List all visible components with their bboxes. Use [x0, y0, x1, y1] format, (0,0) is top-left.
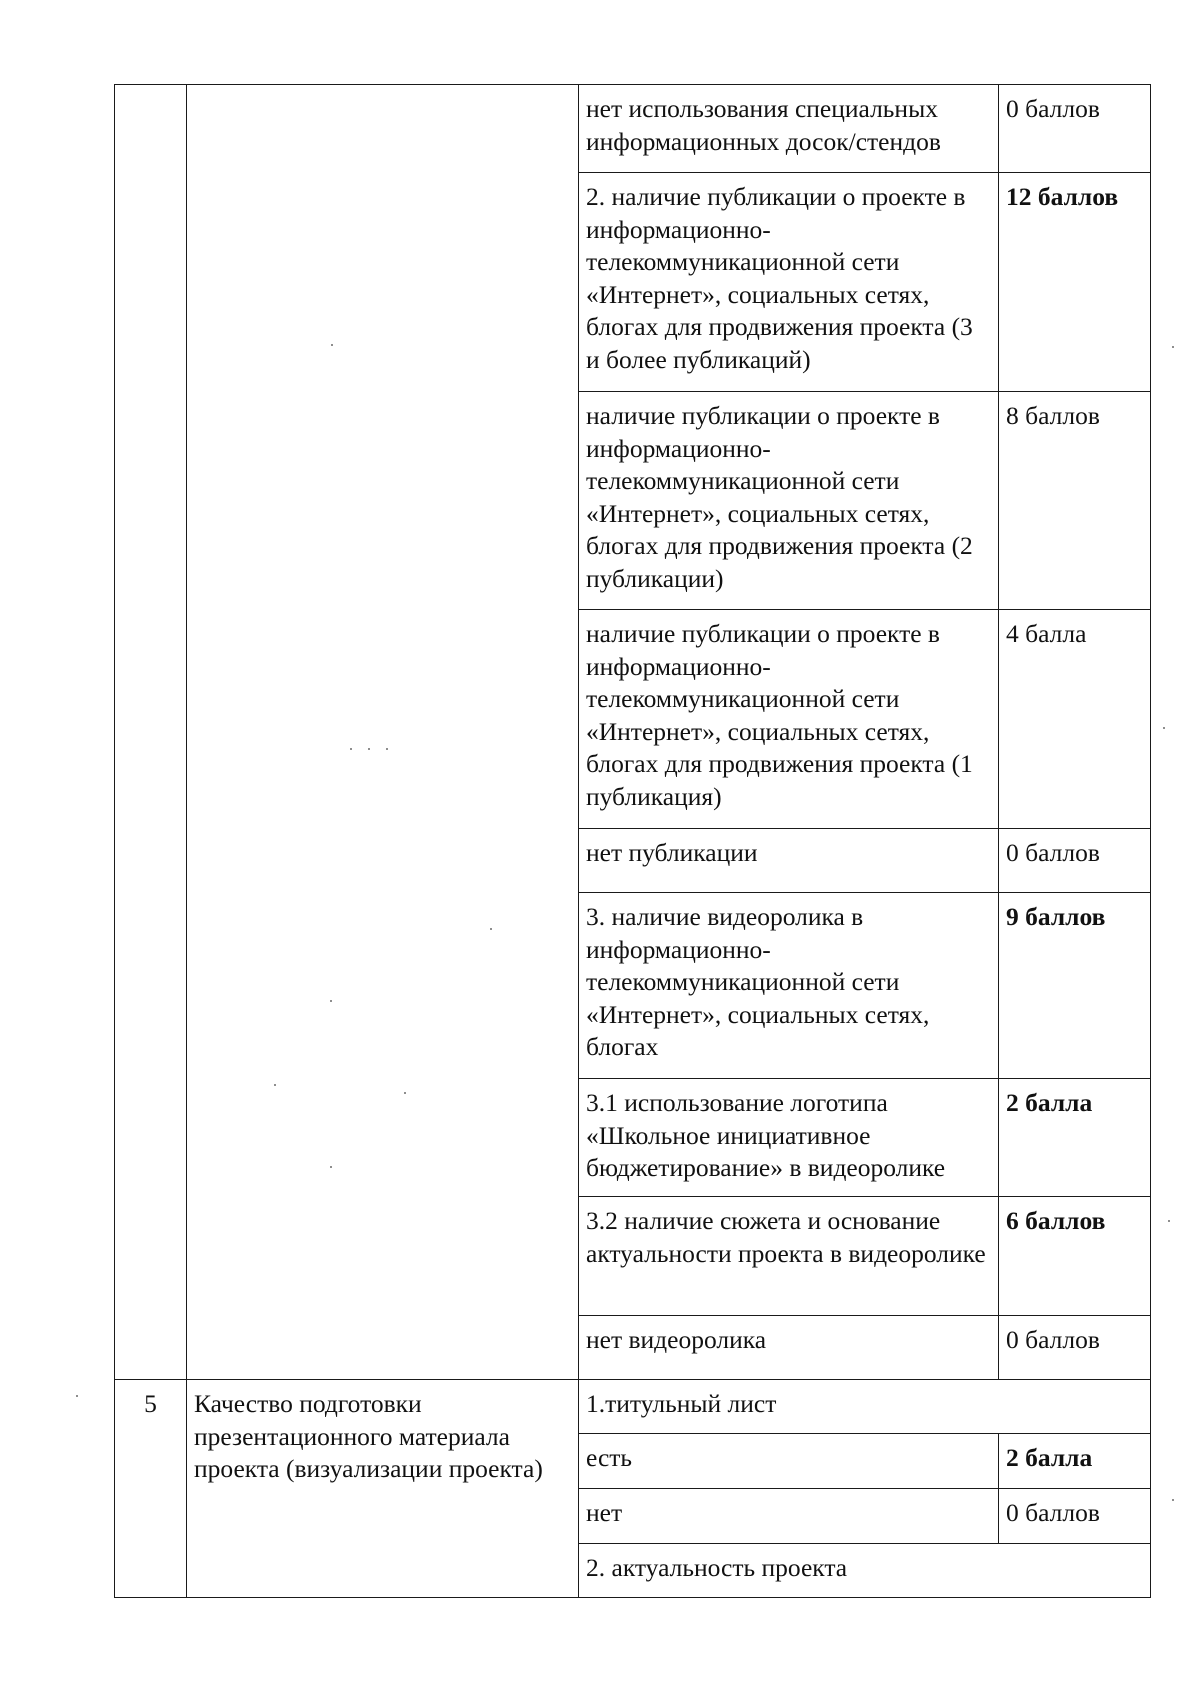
- points-cell: 9 баллов: [999, 893, 1151, 1079]
- scan-speck: [1168, 1220, 1170, 1222]
- scan-speck: [330, 1000, 332, 1002]
- scan-speck: [1163, 727, 1165, 729]
- points-cell: 6 баллов: [999, 1197, 1151, 1316]
- points-cell: 12 баллов: [999, 173, 1151, 392]
- points-cell: 0 баллов: [999, 1316, 1151, 1380]
- criterion-cell: нет: [579, 1489, 999, 1544]
- scan-speck: [1172, 346, 1174, 348]
- table-row: [115, 1380, 1151, 1434]
- scan-speck: [76, 1395, 78, 1397]
- criterion-cell: 3.2 наличие сюжета и основание актуальности проекта в видеоролике: [579, 1197, 999, 1316]
- criterion-cell: нет публикации: [579, 829, 999, 893]
- scan-speck: [330, 1166, 332, 1168]
- scan-speck: [350, 748, 352, 750]
- criterion-cell: нет видеоролика: [579, 1316, 999, 1380]
- table-row: [115, 85, 1151, 173]
- scan-speck: [490, 928, 492, 930]
- points-cell: 0 баллов: [999, 1489, 1151, 1544]
- criterion-cell: 3.1 использование логотипа «Школьное инициативное бюджетирование» в видеоролике: [579, 1079, 999, 1197]
- points-cell: 2 балла: [999, 1079, 1151, 1197]
- scan-speck: [274, 1084, 276, 1086]
- row-number-cell: 5: [115, 1380, 187, 1598]
- criterion-cell: наличие публикации о проекте в информационно-телекоммуникационной сети «Интернет», социальных сетях, блогах для продвижения проекта (1 публикация): [579, 610, 999, 829]
- row-number-cell-empty: [115, 85, 187, 1380]
- criterion-cell: 2. актуальность проекта: [579, 1544, 1151, 1598]
- criterion-cell: нет использования специальных информационных досок/стендов: [579, 85, 999, 173]
- scan-speck: [404, 1092, 406, 1094]
- scan-speck: [386, 748, 388, 750]
- scan-speck: [1172, 1499, 1174, 1501]
- points-cell: 8 баллов: [999, 392, 1151, 610]
- criterion-cell: 1.титульный лист: [579, 1380, 1151, 1434]
- criterion-cell: наличие публикации о проекте в информационно-телекоммуникационной сети «Интернет», социальных сетях, блогах для продвижения проекта (2 публикации): [579, 392, 999, 610]
- criteria-table: [114, 84, 1151, 1598]
- points-cell: 4 балла: [999, 610, 1151, 829]
- criterion-cell: есть: [579, 1434, 999, 1489]
- scan-speck: [331, 344, 333, 346]
- criterion-cell: 3. наличие видеоролика в информационно-телекоммуникационной сети «Интернет», социальных сетях, блогах: [579, 893, 999, 1079]
- points-cell: 0 баллов: [999, 85, 1151, 173]
- scan-speck: [368, 748, 370, 750]
- criterion-name-cell-empty: [187, 85, 579, 1380]
- criterion-name-cell: Качество подготовки презентационного материала проекта (визуализации проекта): [187, 1380, 579, 1598]
- criterion-cell: 2. наличие публикации о проекте в информационно-телекоммуникационной сети «Интернет», социальных сетях, блогах для продвижения проекта (3 и более публикаций): [579, 173, 999, 392]
- points-cell: 2 балла: [999, 1434, 1151, 1489]
- points-cell: 0 баллов: [999, 829, 1151, 893]
